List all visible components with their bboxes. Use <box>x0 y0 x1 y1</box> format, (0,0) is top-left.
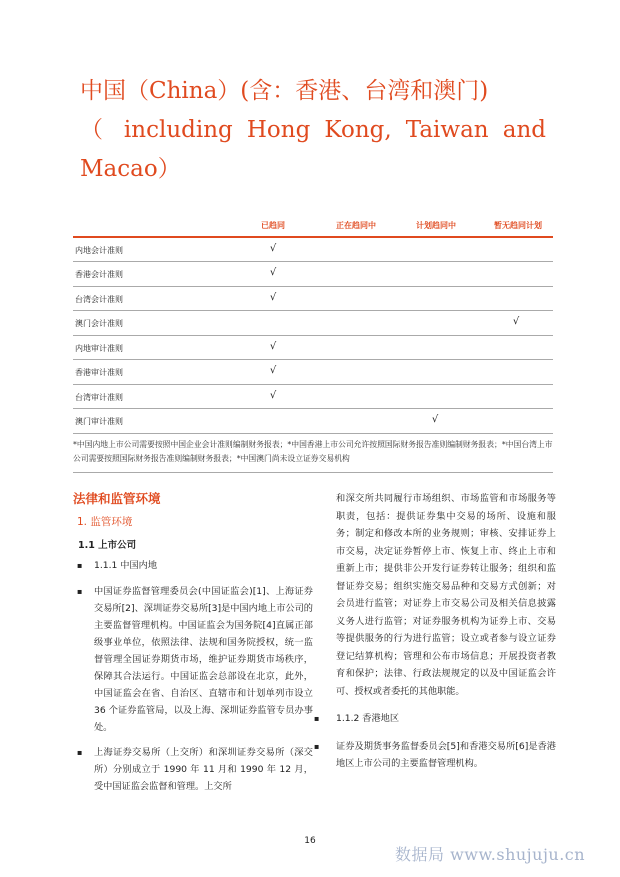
header-converged: 已趋同 <box>261 221 285 230</box>
row-label: 内地审计准则 <box>75 343 123 353</box>
header-converging: 正在趋同中 <box>336 221 376 230</box>
table-row <box>73 336 553 361</box>
paragraph: 和深交所共同履行市场组织、市场监管和市场服务等职责，包括：提供证券集中交易的场所、设施和服务；制定和修改本所的业务规则；审核、安排证券上市交易，决定证券暂停上市、恢复上市、终止上市和重新上市；提供非公开发行证券转让服务；组织和监督证券交易；组织实施交易品种和交易方式创新；对会员进行监管；对证券上市交易公司及相关信息披露义务人进行监管；对证券服务机构为证券上市、交易等提供服务的行为进行监管；设立或者参与设立证券登记结算机构；管理和公布市场信息；开展投资者教育和保护；法律、行政法规规定的以及中国证监会许可、授权或者委托的其他职能。 <box>336 493 556 697</box>
title-line-1: 中国（China）(含：香港、台湾和澳门) <box>80 78 489 104</box>
row-label: 台湾会计准则 <box>75 294 123 304</box>
right-column <box>336 490 556 781</box>
check-mark: √ <box>269 242 277 254</box>
table-notes: *中国内地上市公司需要按照中国企业会计准则编制财务报表；*中国香港上市公司允许按照国际财务报告准则编制财务报表；*中国台湾上市公司需要按照国际财务报告准则编制财务报表；*中国澳门尚未设立证券交易机构 <box>73 438 553 473</box>
page-title <box>80 72 546 189</box>
check-mark: √ <box>431 414 439 425</box>
page-number: 16 <box>304 836 316 846</box>
check-mark: √ <box>269 389 277 401</box>
subsubsection-title: 1.1 上市公司 <box>78 540 137 551</box>
table-body <box>73 238 553 434</box>
left-column <box>73 490 313 803</box>
check-mark: √ <box>512 316 520 327</box>
check-mark: √ <box>269 340 277 352</box>
table-row <box>73 409 553 434</box>
title-line-3: Macao） <box>80 156 181 182</box>
table-row <box>73 238 553 263</box>
row-label: 澳门会计准则 <box>75 319 123 328</box>
table-row <box>73 287 553 312</box>
check-mark: √ <box>269 365 277 376</box>
row-label: 内地会计准则 <box>75 245 123 255</box>
watermark: 数据局 www.shujuju.cn <box>395 845 586 864</box>
convergence-status-table <box>73 218 553 434</box>
list-item: ▪ 1.1.2 香港地区 <box>336 710 556 728</box>
check-mark: √ <box>269 267 277 278</box>
header-planned: 计划趋同中 <box>416 221 456 230</box>
table-header <box>73 218 553 236</box>
row-label: 澳门审计准则 <box>75 417 123 426</box>
title-line-2: （ including Hong Kong, Taiwan and <box>80 117 546 143</box>
check-mark: √ <box>269 291 277 303</box>
header-no-plan: 暂无趋同计划 <box>494 221 542 230</box>
row-label: 香港审计准则 <box>75 368 123 377</box>
section-title: 法律和监管环境 <box>73 491 161 506</box>
list-item: ▪ 证券及期货事务监督委员会[5]和香港交易所[6]是香港地区上市公司的主要监督管理机构。 <box>336 738 556 773</box>
table-row <box>73 311 553 336</box>
table-row <box>73 360 553 385</box>
table-row <box>73 262 553 287</box>
list-item: ▪ 上海证券交易所（上交所）和深圳证券交易所（深交所）分别成立于 1990 年 11 月和 1990 年 12 月，受中国证监会监督和管理。上交所 <box>73 744 313 795</box>
row-label: 台湾审计准则 <box>75 392 123 402</box>
row-label: 香港会计准则 <box>75 270 123 279</box>
subsection-title: 1. 监管环境 <box>77 516 133 528</box>
list-item: ▪ 1.1.1 中国内地 <box>73 557 313 574</box>
list-item: ▪ 中国证券监督管理委员会(中国证监会)[1]、上海证券交易所[2]、深圳证券交易所[3]是中国内地上市公司的主要监督管理机构。中国证监会为国务院[4]直属正部级事业单位，依照法律、法规和国务院授权，统一监督管理全国证券期货市场，维护证券期货市场秩序，保障其合法运行。中国证监会总部设在北京，此外，中国证监会在省、自治区、直辖市和计划单列市设立 36 个证券监管局，以及上海、深圳证券监管专员办事处。 <box>73 583 313 736</box>
table-row <box>73 385 553 410</box>
